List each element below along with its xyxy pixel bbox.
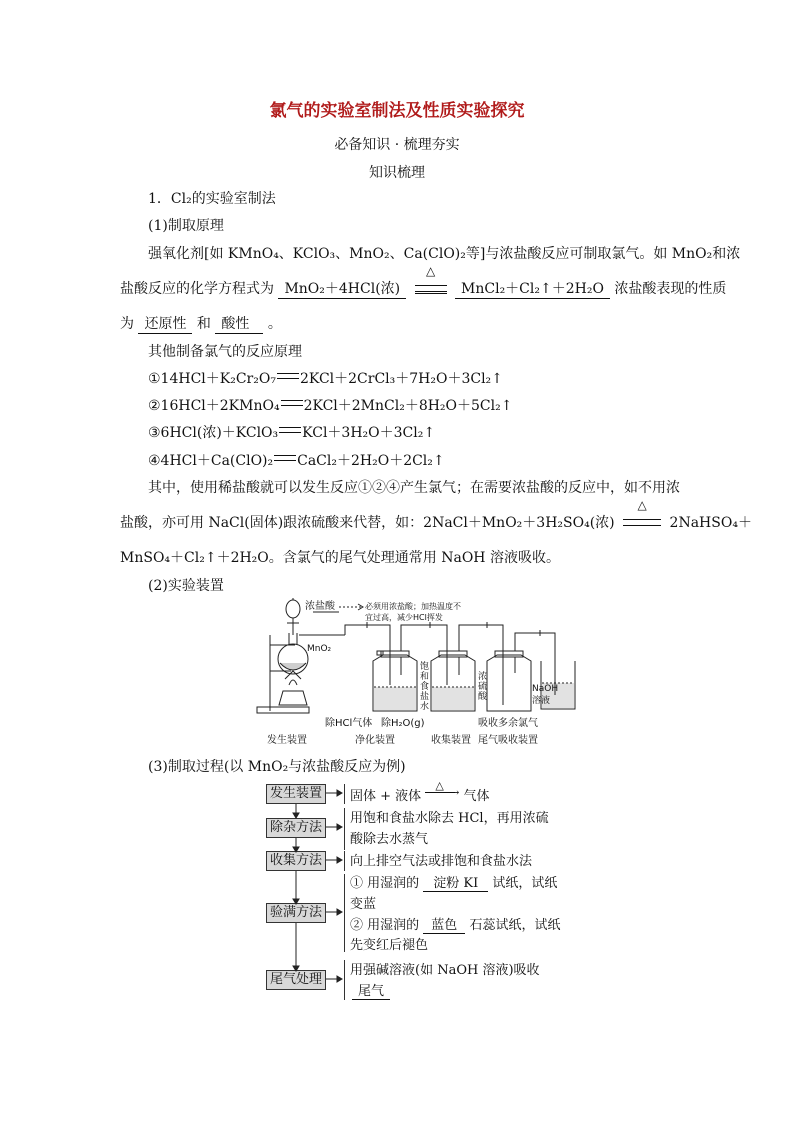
purification-line-2: 酸除去水蒸气 bbox=[350, 832, 429, 847]
tail-line-1: 用强碱溶液(如 NaOH 溶液)吸收 bbox=[350, 963, 540, 978]
heat-condition bbox=[619, 498, 665, 530]
equals-sign bbox=[274, 455, 296, 461]
subsection-apparatus-heading: (2)实验装置 bbox=[148, 578, 224, 594]
saltwater-vertical-1: 饱 bbox=[420, 662, 430, 672]
flow-connectors bbox=[260, 780, 350, 1000]
saltwater-vertical-4: 盐 bbox=[420, 692, 430, 702]
reaction-3-right: KCl＋3H₂O＋3Cl₂↑ bbox=[302, 425, 436, 441]
subsection-process-heading: (3)制取过程(以 MnO₂与浓盐酸反应为例) bbox=[148, 759, 406, 775]
reaction-1 bbox=[148, 368, 503, 388]
reaction-2 bbox=[148, 395, 512, 415]
check-1-blank: 淀粉 KI bbox=[423, 876, 488, 892]
reaction-2-left: ②16HCl＋2KMnO₄ bbox=[148, 398, 280, 414]
principle-line-2 bbox=[120, 264, 727, 298]
period: 。 bbox=[267, 316, 282, 332]
principle-line-1: 强氧化剂[如 KMnO₄、KClO₃、MnO₂、Ca(ClO)₂等]与浓盐酸反应可制取氯气。如 MnO₂和浓 bbox=[148, 246, 741, 262]
generation-reactants: 固体 + 液体 bbox=[350, 789, 422, 804]
collection-content: 向上排空气法或排饱和食盐水法 bbox=[350, 854, 533, 869]
reaction-4-left: ④4HCl＋Ca(ClO)₂ bbox=[148, 453, 274, 469]
step-tail-gas: 尾气处理 bbox=[266, 970, 326, 990]
step-collection: 收集方法 bbox=[266, 851, 326, 871]
check-2-blank: 蓝色 bbox=[423, 918, 465, 934]
absorb-label: 吸收多余氯气 bbox=[478, 718, 538, 729]
equals-sign bbox=[279, 427, 301, 433]
washing-bottle-saltwater bbox=[373, 651, 417, 711]
reaction-4-right: CaCl₂＋2H₂O＋2Cl₂↑ bbox=[297, 453, 445, 469]
remove-hcl-label: 除HCl气体 bbox=[325, 718, 373, 729]
principle-line-2-text: 盐酸反应的化学方程式为 bbox=[120, 281, 274, 297]
separatory-funnel bbox=[286, 598, 300, 635]
equation-left-blank: MnO₂＋4HCl(浓) bbox=[278, 281, 406, 299]
bracket bbox=[344, 784, 345, 804]
check-line-4: 先变红后褪色 bbox=[350, 938, 429, 953]
principle-line-3-text: 为 bbox=[120, 316, 134, 332]
apparatus-note-line-a: 必须用浓盐酸；加热温度不 bbox=[365, 602, 461, 611]
reaction-3-left: ③6HCl(浓)＋KClO₃ bbox=[148, 425, 279, 441]
naoh-label-b: 溶液 bbox=[532, 696, 551, 706]
reaction-2-right: 2KCl＋2MnCl₂＋8H₂O＋5Cl₂↑ bbox=[303, 398, 513, 414]
subsection-principle-heading: (1)制取原理 bbox=[148, 218, 224, 234]
check-2-text-b: 石蕊试纸，试纸 bbox=[469, 918, 561, 933]
h2so4-vertical-3: 酸 bbox=[478, 692, 488, 702]
heat-symbol: △ bbox=[425, 264, 436, 278]
generation-product: 气体 bbox=[463, 789, 490, 804]
note-line-2-text: 盐酸，亦可用 NaCl(固体)跟浓硫酸来代替，如：2NaCl＋MnO₂＋3H₂SO₄(浓) bbox=[120, 515, 615, 531]
saltwater-vertical-5: 水 bbox=[420, 702, 430, 712]
heat-symbol: △ bbox=[435, 779, 444, 792]
remove-h2o-label: 除H₂O(g) bbox=[381, 718, 425, 729]
tail-gas-label: 尾气吸收装置 bbox=[478, 735, 538, 746]
tail-line-2 bbox=[352, 981, 390, 1002]
equals-sign bbox=[415, 285, 447, 292]
generation-content bbox=[350, 779, 490, 807]
purification-label: 净化装置 bbox=[355, 735, 395, 746]
saltwater-vertical-2: 和 bbox=[420, 672, 430, 682]
saltwater-vertical-3: 食 bbox=[420, 682, 430, 692]
bracket bbox=[344, 851, 345, 871]
equals-sign bbox=[281, 400, 303, 406]
washing-bottle-h2so4 bbox=[431, 651, 475, 711]
h2so4-vertical-2: 硫 bbox=[478, 682, 488, 692]
bracket bbox=[344, 808, 345, 850]
equals-sign bbox=[623, 519, 661, 526]
reaction-1-left: ①14HCl＋K₂Cr₂O₇ bbox=[148, 371, 276, 387]
note-line-2 bbox=[120, 498, 752, 532]
other-methods-heading: 其他制备氯气的反应原理 bbox=[148, 344, 302, 360]
check-line-2: 变蓝 bbox=[350, 897, 377, 912]
bracket bbox=[344, 960, 345, 1000]
and-word: 和 bbox=[196, 316, 211, 332]
tail-blank: 尾气 bbox=[352, 984, 390, 1000]
blank-acidic: 酸性 bbox=[215, 316, 263, 334]
blank-reducing: 还原性 bbox=[138, 316, 192, 334]
heat-symbol: △ bbox=[637, 498, 647, 512]
alcohol-lamp bbox=[279, 671, 307, 705]
heat-arrow bbox=[425, 779, 460, 800]
purification-line-1: 用饱和食盐水除去 HCl，再用浓硫 bbox=[350, 811, 549, 826]
heat-condition bbox=[411, 264, 451, 296]
check-line-1 bbox=[350, 873, 557, 894]
equals-sign bbox=[277, 373, 299, 379]
apparatus-note-line-b: 宜过高，减少HCl挥发 bbox=[365, 613, 443, 622]
section-heading: 知识梳理 bbox=[369, 165, 425, 181]
note-line-2-post: 2NaHSO₄＋ bbox=[669, 515, 752, 531]
collection-label: 收集装置 bbox=[431, 735, 471, 746]
principle-line-2-post: 浓盐酸表现的性质 bbox=[614, 281, 727, 297]
generation-label: 发生装置 bbox=[267, 735, 307, 746]
step-purification: 除杂方法 bbox=[266, 818, 326, 838]
mno2-label: MnO₂ bbox=[307, 644, 332, 654]
step-generation: 发生装置 bbox=[266, 784, 326, 804]
h2so4-vertical-1: 浓 bbox=[478, 672, 488, 682]
check-1-text-b: 试纸，试纸 bbox=[492, 876, 558, 891]
arrow-head: → bbox=[450, 786, 460, 799]
reaction-1-right: 2KCl＋2CrCl₃＋7H₂O＋3Cl₂↑ bbox=[299, 371, 503, 387]
hcl-label: 浓盐酸 bbox=[305, 601, 335, 612]
reaction-3 bbox=[148, 422, 435, 442]
naoh-label-a: NaOH bbox=[532, 684, 559, 694]
page-title: 氯气的实验室制法及性质实验探究 bbox=[269, 101, 525, 121]
note-line-3: MnSO₄＋Cl₂↑＋2H₂O。含氯气的尾气处理通常用 NaOH 溶液吸收。 bbox=[120, 550, 560, 566]
step-check-full: 验满方法 bbox=[266, 903, 326, 923]
collection-bottle bbox=[487, 651, 531, 711]
subtitle: 必备知识 · 梳理夯实 bbox=[334, 137, 460, 153]
check-line-3 bbox=[350, 915, 560, 936]
check-1-text: ① 用湿润的 bbox=[350, 876, 420, 891]
bracket bbox=[344, 874, 345, 952]
section-1-heading: 1．Cl₂的实验室制法 bbox=[148, 191, 276, 207]
equation-right-blank: MnCl₂＋Cl₂↑＋2H₂O bbox=[455, 281, 610, 299]
equals-underline bbox=[415, 293, 447, 294]
reaction-4 bbox=[148, 450, 445, 470]
principle-line-3 bbox=[120, 313, 282, 333]
note-line-1: 其中，使用稀盐酸就可以发生反应①②④产生氯气；在需要浓盐酸的反应中，如不用浓 bbox=[148, 480, 680, 496]
apparatus-diagram bbox=[255, 595, 585, 755]
check-2-text: ② 用湿润的 bbox=[350, 918, 420, 933]
